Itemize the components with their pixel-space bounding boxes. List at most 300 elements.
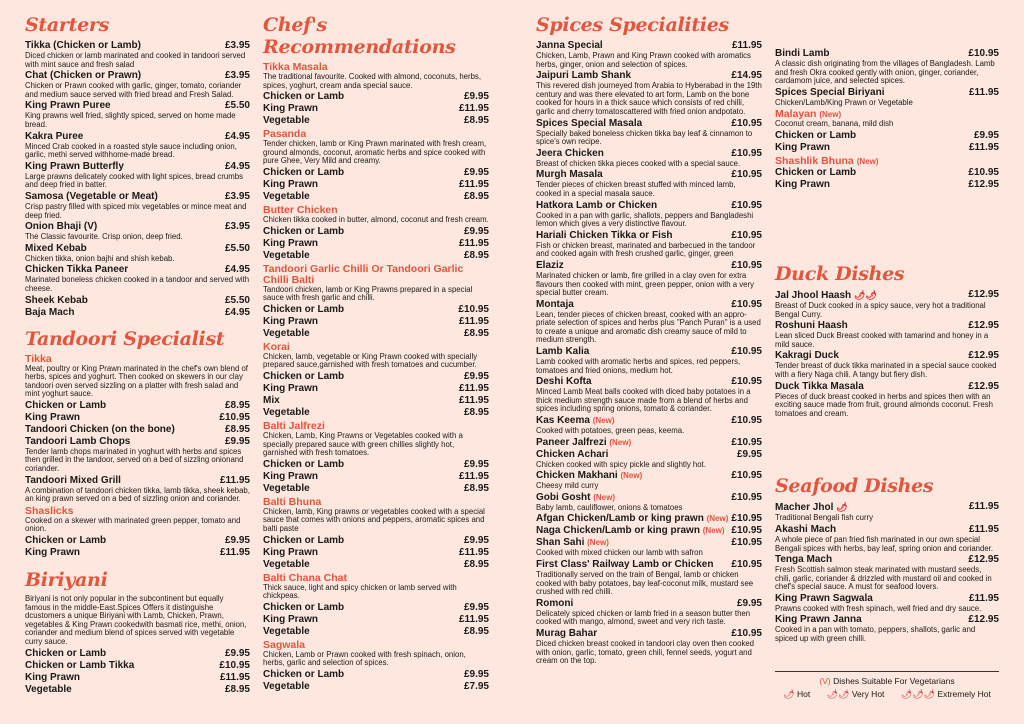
item-subtitle: Chicken/Lamb or king prawn xyxy=(563,525,700,537)
seafood-heading: Seafood Dishes xyxy=(775,475,934,498)
menu-item-name: Kakra Puree xyxy=(25,130,84,142)
menu-item-name-wrap xyxy=(263,179,318,191)
menu-item-row xyxy=(775,179,999,191)
menu-item-price: £8.95 xyxy=(463,190,489,202)
menu-item-name-wrap xyxy=(263,681,310,693)
menu-item-row xyxy=(263,681,489,693)
item-description: Specially baked boneless chicken tikka bay leaf & cinnamon to spice's own recipe. xyxy=(536,128,753,147)
menu-item-name: Lamb Kalia xyxy=(536,346,590,358)
menu-item-name-wrap xyxy=(25,131,83,143)
menu-item-name-wrap xyxy=(263,559,310,571)
item-description: Chicken, lamb, King prawns or vegetables cooked with a special sauce that comes with onions and peppers, aromatic spices and balti paste xyxy=(263,506,485,533)
menu-item-name-wrap xyxy=(536,513,728,525)
menu-item-price: £3.95 xyxy=(224,190,250,202)
menu-item-price: £10.95 xyxy=(219,411,250,423)
menu-item-price: £12.95 xyxy=(968,614,999,626)
menu-item-price: £10.95 xyxy=(731,199,762,211)
extremely-hot-label: Extremely Hot xyxy=(937,689,991,699)
legend xyxy=(775,671,999,700)
menu-item-row xyxy=(263,179,489,191)
item-description: Large prawns delicately cooked with light spices, bread crumbs and deep fried in batter. xyxy=(25,171,243,190)
menu-item-price: £4.95 xyxy=(224,306,250,318)
menu-item-price: £10.95 xyxy=(731,259,762,271)
subheading: Shaslicks xyxy=(25,504,74,517)
menu-item-name: Duck Tikka Masala xyxy=(775,380,864,392)
menu-item-price: £10.95 xyxy=(731,537,762,549)
subheading: Korai xyxy=(263,340,290,353)
menu-item-price: £11.95 xyxy=(968,592,999,604)
menu-item-name: Afgan xyxy=(536,513,565,525)
menu-item-row xyxy=(263,614,489,626)
menu-item-row xyxy=(536,525,762,537)
menu-item-row xyxy=(536,118,762,130)
menu-item-name-wrap xyxy=(263,226,344,238)
item-description: Tender breast of duck tikka marinated in a special sauce cooked with a fiery Naga chili. A tangy but fiery dish. xyxy=(775,361,997,379)
menu-item-name-wrap xyxy=(536,118,642,130)
menu-item-name: Kas Keema xyxy=(536,415,590,427)
spacer xyxy=(25,559,250,569)
menu-item-name-wrap xyxy=(263,535,344,547)
menu-item-price: £9.95 xyxy=(463,668,489,680)
menu-item-row xyxy=(263,383,489,395)
item-description: Delicately spiced chicken or lamb fried in a season butter then cooked with mango, almond, sweet and very rich taste. xyxy=(536,608,751,627)
item-description: Chicken, lamb, vegetable or King Prawn cooked with specially prepared sauce,garnished with fresh tomatoes and cucumber. xyxy=(263,351,478,370)
menu-item-price: £9.95 xyxy=(463,601,489,613)
menu-item-price: £12.95 xyxy=(968,288,999,300)
menu-item-name: Chicken or Lamb xyxy=(263,303,345,315)
menu-item-name-wrap xyxy=(263,328,310,340)
menu-item-price: £11.95 xyxy=(458,315,489,327)
menu-item-price: £4.95 xyxy=(224,160,250,172)
menu-item-name: King Prawn xyxy=(263,613,319,625)
menu-item-row xyxy=(775,381,999,393)
menu-item-name: Janna Special xyxy=(536,40,603,51)
menu-item-price: £11.95 xyxy=(219,547,250,559)
biriyani-heading: Biriyani xyxy=(25,569,108,592)
item-description: Marinated boneless chicken cooked in a tandoor and served with cheese. xyxy=(25,275,250,293)
menu-item-name: Vegetable xyxy=(263,327,310,339)
item-description: Lean, tender pieces of chicken breast, cooked with an appro-priate selection of spices and herbs plus "Panch Puran" is a used to create a unique and aromatic dish creamy sauce of mild to medium strength. xyxy=(536,309,761,345)
menu-item-name: Chicken or Lamb xyxy=(263,458,345,470)
menu-item-name-wrap xyxy=(263,115,310,127)
new-badge: (New) xyxy=(620,471,643,481)
menu-item-name-wrap xyxy=(25,400,106,412)
menu-item-name-wrap xyxy=(263,238,318,250)
menu-item-name: Baja Mach xyxy=(25,306,75,318)
menu-item-row xyxy=(25,243,250,255)
menu-item-name-wrap xyxy=(25,547,80,559)
item-description: A classic dish originating from the villages of Bangladesh. Lamb and fresh Okra cooked gently with onion, ginger, coriander, cardamom juice, and selected spices. xyxy=(775,59,995,86)
menu-item-row xyxy=(263,395,489,407)
menu-item-name: Murgh Masala xyxy=(536,169,603,181)
menu-item-price: £3.95 xyxy=(224,40,250,51)
menu-item-name: Bindi Lamb xyxy=(775,48,830,59)
item-description: Diced chicken or lamb marinated and cooked in tandoori served with mint sauce and fresh salad xyxy=(25,51,246,69)
menu-item-row xyxy=(263,191,489,203)
menu-item-name: King Prawn xyxy=(25,411,81,423)
menu-item-price: £9.95 xyxy=(224,647,250,659)
item-description: Traditionally served on the train of Bengal, lamb or chicken cooked with baby potatoes, bay leaf-coconut milk, mustard see crushed with red chilli. xyxy=(536,570,754,597)
item-description: The Classic favourite. Crisp onion, deep fried. xyxy=(25,232,183,242)
chili-icon: 🌶 xyxy=(836,502,848,513)
menu-item-price: £10.95 xyxy=(731,627,762,639)
menu-item-row xyxy=(263,459,489,471)
menu-item-price: £9.95 xyxy=(463,225,489,237)
menu-item-name: King Prawn xyxy=(263,315,319,327)
menu-item-name-wrap xyxy=(25,412,80,424)
menu-item-row xyxy=(536,200,762,212)
hot-label: Hot xyxy=(796,689,811,699)
menu-item-row xyxy=(263,103,489,115)
menu-item-name-wrap xyxy=(25,684,72,696)
new-badge: (New) xyxy=(592,416,615,426)
menu-item-price: £10.95 xyxy=(731,436,762,448)
menu-item-name: Chicken Makhani xyxy=(536,470,618,482)
menu-item-name: King Prawn Puree xyxy=(25,100,111,112)
item-description: A combination of tandoori chicken tikka, lamb tikka, sheek kebab, an king prawn served on a bed of sizzling onion and coriander. xyxy=(25,485,250,504)
menu-item-name: Chicken or Lamb xyxy=(263,370,345,382)
menu-item-name: King Prawn xyxy=(25,547,81,559)
menu-item-price: £8.95 xyxy=(463,115,489,127)
menu-item-row xyxy=(263,407,489,419)
menu-item-name: Hariali Chicken Tikka or Fish xyxy=(536,229,673,241)
item-description: Diced chicken breast cooked in tandoori clay oven then cooked with onion, garlic, tomato, green chili, fennel seeds, yogurt and cream on the top. xyxy=(536,638,755,666)
menu-item-name: King Prawn xyxy=(263,178,319,190)
menu-item-row xyxy=(25,475,250,487)
subheading: Balti Jalfrezi xyxy=(263,419,325,432)
menu-item-name: King Prawn Butterfly xyxy=(25,160,124,172)
item-description: Baby lamb, cauliflower, onions & tomatoes xyxy=(536,502,683,512)
menu-item-price: £8.95 xyxy=(463,558,489,570)
menu-item-row xyxy=(25,424,250,436)
item-description: Marinated chicken or lamb, fire grilled in a clay oven for extra flavours then cooked with mint, green pepper, onion with a very special butter cream. xyxy=(536,270,755,298)
menu-item-row xyxy=(25,412,250,424)
menu-item-price: £10.95 xyxy=(731,415,762,427)
menu-item-price: £11.95 xyxy=(458,178,489,190)
item-description: Chicken, Lamb, Prawn and King Prawn cooked with aromatics herbs, ginger, onion and selection of spices. xyxy=(536,51,751,69)
menu-item-name: King Prawn xyxy=(263,546,319,558)
menu-item-name-wrap xyxy=(536,148,604,160)
menu-item-name: Akashi Mach xyxy=(775,523,837,535)
menu-item-row xyxy=(536,449,762,461)
item-description: Fresh Scottish salmon steak marinated with mustard seeds, chili, garlic, coriander & drizzled with mustard oil and cooked in chef's special sauce. A must for seafood lovers. xyxy=(775,565,992,592)
menu-item-row xyxy=(263,238,489,250)
menu-item-price: £9.95 xyxy=(463,458,489,470)
menu-item-name-wrap xyxy=(263,371,344,383)
menu-item-row xyxy=(263,535,489,547)
menu-item-row xyxy=(25,535,250,547)
menu-item-row xyxy=(536,437,762,449)
menu-item-name: Chicken Tikka Paneer xyxy=(25,264,129,276)
menu-item-name: Naga xyxy=(536,525,561,537)
menu-item-name: Tenga Mach xyxy=(775,554,833,566)
menu-item-name: Chicken or Lamb xyxy=(263,225,345,237)
menu-item-price: £10.95 xyxy=(731,513,762,525)
very-hot-label: Very Hot xyxy=(851,689,885,699)
menu-item-price: £11.95 xyxy=(968,86,999,98)
menu-item-price: £5.50 xyxy=(224,242,250,254)
menu-item-name: Hatkora Lamb or Chicken xyxy=(536,199,658,211)
menu-item-name: Chicken or Lamb xyxy=(263,91,345,103)
menu-item-row xyxy=(25,672,250,684)
menu-item-name: Mixed Kebab xyxy=(25,242,87,254)
menu-item-name: Vegetable xyxy=(263,558,310,570)
menu-item-row xyxy=(263,602,489,614)
menu-item-price: £9.95 xyxy=(224,435,250,447)
menu-item-row xyxy=(263,316,489,328)
item-description: Biriyani is not only popular in the subcontinent but equally famous in the middle-East.Spices Offers it distinguishe dcustomers a unique Biriyani with Lamb, Chicken, Prawn, vegetables & King Prawn cookedwith basmati rice, methi, onion, coriander and medium blend of spices served with vegetable curry sauce. xyxy=(25,594,247,646)
menu-item-name-wrap xyxy=(775,130,856,142)
menu-item-name: King Prawn xyxy=(25,671,81,683)
subheading: Balti Bhuna xyxy=(263,495,322,508)
menu-item-name: Chat (Chicken or Prawn) xyxy=(25,70,142,82)
subheading-name: Malayan xyxy=(775,108,817,121)
menu-item-name-wrap xyxy=(25,672,80,684)
menu-item-price: £12.95 xyxy=(968,380,999,392)
menu-item-name: Chicken or Lamb Tikka xyxy=(25,659,135,671)
menu-item-price: £5.50 xyxy=(224,294,250,306)
item-description: Traditional Bengali fish curry xyxy=(775,513,874,523)
menu-item-name-wrap xyxy=(25,243,87,255)
menu-item-price: £9.95 xyxy=(224,535,250,547)
item-description: Tender pieces of chicken breast stuffed with minced lamb, cooked in a special masala sauce. xyxy=(536,180,736,198)
menu-item-price: £12.95 xyxy=(968,554,999,566)
menu-item-row xyxy=(263,547,489,559)
menu-item-name: Sheek Kebab xyxy=(25,294,88,306)
menu-item-row xyxy=(263,304,489,316)
column-3 xyxy=(536,14,762,667)
subheading xyxy=(775,156,999,167)
menu-item-name: Spices Special Biriyani xyxy=(775,86,885,98)
item-description: Chicken tikka, onion bajhi and shish kebab. xyxy=(25,253,175,263)
menu-item-price: £7.95 xyxy=(463,680,489,692)
menu-item-price: £8.95 xyxy=(224,399,250,411)
menu-item-name-wrap xyxy=(775,179,830,191)
menu-item-name-wrap xyxy=(536,492,615,504)
menu-item-name-wrap xyxy=(263,304,344,316)
menu-item-name: King Prawn xyxy=(263,237,319,249)
item-description: Thick sauce, light and spicy chicken or lamb served with chickpeas. xyxy=(263,582,457,601)
menu-item-price: £12.95 xyxy=(968,320,999,332)
menu-item-price: £8.95 xyxy=(463,482,489,494)
menu-item-row xyxy=(536,598,762,610)
menu-item-row xyxy=(25,648,250,660)
menu-item-price: £11.95 xyxy=(968,501,999,513)
menu-item-name: Chicken or Lamb xyxy=(263,668,345,680)
hot-chili-icon: 🌶 xyxy=(783,689,795,699)
menu-item-name: Vegetable xyxy=(263,249,310,261)
menu-item-row xyxy=(775,142,999,154)
menu-item-price: £11.95 xyxy=(458,382,489,394)
menu-item-row xyxy=(25,131,250,143)
menu-item-name: King Prawn xyxy=(263,382,319,394)
menu-item-row xyxy=(263,91,489,103)
menu-item-name: Roshuni Haash xyxy=(775,320,848,332)
menu-item-name-wrap xyxy=(25,475,121,487)
menu-item-name-wrap xyxy=(775,142,830,154)
menu-item-price: £9.95 xyxy=(463,91,489,103)
menu-item-price: £11.95 xyxy=(458,237,489,249)
item-description: Breast of chicken tikka pieces cooked with a special sauce. xyxy=(536,158,741,168)
menu-item-row xyxy=(775,130,999,142)
item-description: Cheesy mild curry xyxy=(536,481,599,491)
menu-item-price: £11.95 xyxy=(458,103,489,115)
menu-item-name-wrap xyxy=(263,191,310,203)
menu-item-name: Vegetable xyxy=(263,406,310,418)
menu-item-name-wrap xyxy=(263,614,318,626)
item-description: Breast of Duck cooked in a spicy sauce, very hot a traditional Bengal Curry. xyxy=(775,300,986,319)
menu-item-price: £11.95 xyxy=(968,141,999,153)
menu-item-row xyxy=(263,471,489,483)
menu-item-name-wrap xyxy=(536,598,573,610)
menu-item-name: Samosa (Vegetable or Meat) xyxy=(25,190,158,202)
menu-item-price: £10.95 xyxy=(731,147,762,159)
menu-item-row xyxy=(263,250,489,262)
menu-item-price: £8.95 xyxy=(463,327,489,339)
menu-item-price: £10.95 xyxy=(968,166,999,178)
spacer xyxy=(775,14,999,48)
menu-item-name-wrap xyxy=(536,200,657,212)
column-4 xyxy=(775,14,999,645)
menu-item-price: £10.95 xyxy=(731,229,762,241)
menu-item-price: £10.95 xyxy=(731,525,762,537)
menu-item-price: £9.95 xyxy=(736,448,762,460)
menu-item-name: Vegetable xyxy=(263,625,310,637)
new-badge: (New) xyxy=(609,437,632,447)
menu-item-price: £4.95 xyxy=(224,264,250,276)
menu-item-price: £3.95 xyxy=(224,70,250,82)
item-description: Coconut cream, banana, mild dish xyxy=(775,119,894,129)
menu-item-name-wrap xyxy=(263,471,318,483)
menu-item-name: Vegetable xyxy=(25,683,72,695)
menu-item-name: Chicken or Lamb xyxy=(775,129,857,141)
menu-item-name-wrap xyxy=(263,250,310,262)
menu-item-name: King Prawn xyxy=(775,178,831,190)
menu-item-row xyxy=(263,626,489,638)
item-description: Prawns cooked with fresh spinach, well fried and dry sauce. xyxy=(775,603,982,613)
menu-item-price: £9.95 xyxy=(736,597,762,609)
menu-item-name-wrap xyxy=(263,459,344,471)
menu-item-price: £10.95 xyxy=(731,298,762,310)
new-badge: (New) xyxy=(702,526,725,536)
new-badge: (New) xyxy=(819,110,842,120)
item-description: Cooked in a pan with garlic, shallots, peppers and Bangladeshi lemon which gives a very distinctive flavour. xyxy=(536,210,754,229)
menu-item-price: £8.95 xyxy=(463,249,489,261)
menu-item-name-wrap xyxy=(25,295,88,307)
menu-item-price: £10.95 xyxy=(731,559,762,570)
menu-item-name-wrap xyxy=(263,383,318,395)
menu-item-name-wrap xyxy=(25,161,124,173)
menu-item-price: £12.95 xyxy=(968,350,999,362)
item-description: Cooked with potatoes, green peas, keema. xyxy=(536,426,685,436)
menu-item-price: £14.95 xyxy=(731,70,762,82)
item-description: Tender lamb chops marinated in yoghurt with herbs and spices then grilled in the tandoor, served on a bed of sizzling onionand coriander. xyxy=(25,446,244,474)
new-badge: (New) xyxy=(587,538,609,548)
menu-item-row xyxy=(536,513,762,525)
subheading: Butter Chicken xyxy=(263,203,338,216)
column-1 xyxy=(25,14,250,696)
menu-item-name: Vegetable xyxy=(263,680,310,692)
menu-item-row xyxy=(263,483,489,495)
extremely-hot-chili-icon: 🌶🌶🌶 xyxy=(900,689,936,699)
veg-legend-text: Dishes Suitable For Vegetarians xyxy=(833,676,955,686)
menu-item-name: Kakragi Duck xyxy=(775,350,839,362)
menu-item-name-wrap xyxy=(263,103,318,115)
menu-item-name-wrap xyxy=(775,381,864,393)
subheading: Tandoori Garlic Chilli Or Tandoori Garlic Chilli Balti xyxy=(263,262,464,286)
menu-item-name-wrap xyxy=(536,299,574,311)
menu-item-price: £3.95 xyxy=(224,221,250,233)
menu-item-price: £10.95 xyxy=(731,117,762,129)
menu-item-price: £10.95 xyxy=(219,659,250,671)
menu-item-name: Chicken Achari xyxy=(536,448,609,460)
spacer xyxy=(775,191,999,263)
menu-item-name: Chicken or Lamb xyxy=(25,647,107,659)
menu-item-name-wrap xyxy=(25,648,106,660)
menu-item-row xyxy=(263,226,489,238)
item-description: Lean sliced Duck Breast cooked with tamarind and honey in a mild sauce. xyxy=(775,331,989,349)
menu-item-row xyxy=(536,299,762,311)
menu-item-price: £9.95 xyxy=(463,534,489,546)
menu-item-price: £11.95 xyxy=(219,671,250,683)
item-description: Cooked with mixed chicken our lamb with safron xyxy=(536,548,703,558)
menu-item-row xyxy=(25,684,250,696)
item-description: Chicken or Prawn cooked with garlic, ginger, tomato, coriander and medium sauce served with fried bread and Fresh Salad. xyxy=(25,81,242,99)
item-description: Chicken, Lamb, King Prawns or Vegetables cooked with a specially prepared sauce with green chillies slightly hot, garnished with fresh tomatoes. xyxy=(263,430,463,458)
menu-item-name-wrap xyxy=(263,316,318,328)
menu-item-name: Onion Bhaji (V) xyxy=(25,221,98,233)
item-description: Crisp pastry filled with spiced mix vegetables or mince meat and deep fried. xyxy=(25,201,247,220)
menu-item-name: King Prawn xyxy=(263,470,319,482)
menu-item-row xyxy=(536,148,762,160)
menu-item-name: King Prawn Janna xyxy=(775,614,862,626)
menu-item-name-wrap xyxy=(263,547,318,559)
menu-item-name: First Class' Railway Lamb or Chicken xyxy=(536,559,714,570)
menu-item-row xyxy=(263,115,489,127)
item-description: Minced Lamb Meat balls cooked with diced baby potatoes in a thick medium strength sauce made from a blend of herbs and spices including spring onions, tomato & coriander. xyxy=(536,387,751,414)
menu-item-name: Vegetable xyxy=(263,482,310,494)
chefs-heading: Chef's Recommendations xyxy=(263,14,456,58)
chili-icon: 🌶🌶 xyxy=(853,289,877,300)
menu-item-price: £11.95 xyxy=(458,470,489,482)
menu-item-row xyxy=(25,295,250,307)
menu-item-name: Spices Special Masala xyxy=(536,117,643,129)
menu-item-name: Macher Jhol xyxy=(775,502,834,514)
menu-item-name-wrap xyxy=(263,602,344,614)
menu-item-row xyxy=(536,230,762,242)
column-2 xyxy=(263,14,489,693)
menu-item-price: £10.95 xyxy=(731,491,762,503)
menu-item-name-wrap xyxy=(263,669,344,681)
menu-item-price: £10.95 xyxy=(731,346,762,358)
spacer xyxy=(25,319,250,328)
menu-item-row xyxy=(775,167,999,179)
item-description: Meat, poultry or King Prawn marinated in the chef's own blend of herbs, spices and yoghurt. Then cooked on skewers in our clay tandoori oven served sizzling on a platter with fresh salad and mint yoghurt sauce. xyxy=(25,363,248,399)
menu-item-name: Jeera Chicken xyxy=(536,147,604,159)
item-description: Fish or chicken breast, marinated and barbecued in the tandoor and cooked again with fresh crushed garlic, ginger, green xyxy=(536,240,756,259)
item-description: Pieces of duck breast cooked in herbs and spices then with an exciting sauce made from fruit, ground almonds coconut. Fresh tomatoes and cream. xyxy=(775,391,993,418)
menu-item-price: £10.95 xyxy=(731,376,762,388)
menu-item-name-wrap xyxy=(263,407,310,419)
item-description: Cooked in a pan with tomato, peppers, shallots, garlic and spiced up with green chilli. xyxy=(775,625,976,644)
menu-item-price: £4.95 xyxy=(224,130,250,142)
veg-marker: (V) xyxy=(819,676,831,686)
subheading: Tikka Masala xyxy=(263,61,328,73)
spices-heading: Spices Specialities xyxy=(536,14,729,36)
menu-item-name-wrap xyxy=(536,437,631,449)
item-description: King prawns well fried, slightly spiced, served on home made bread. xyxy=(25,111,236,129)
item-description: Chicken, Lamb or Prawn cooked with fresh spinach, onion, herbs, garlic and selection of spices. xyxy=(263,649,466,668)
